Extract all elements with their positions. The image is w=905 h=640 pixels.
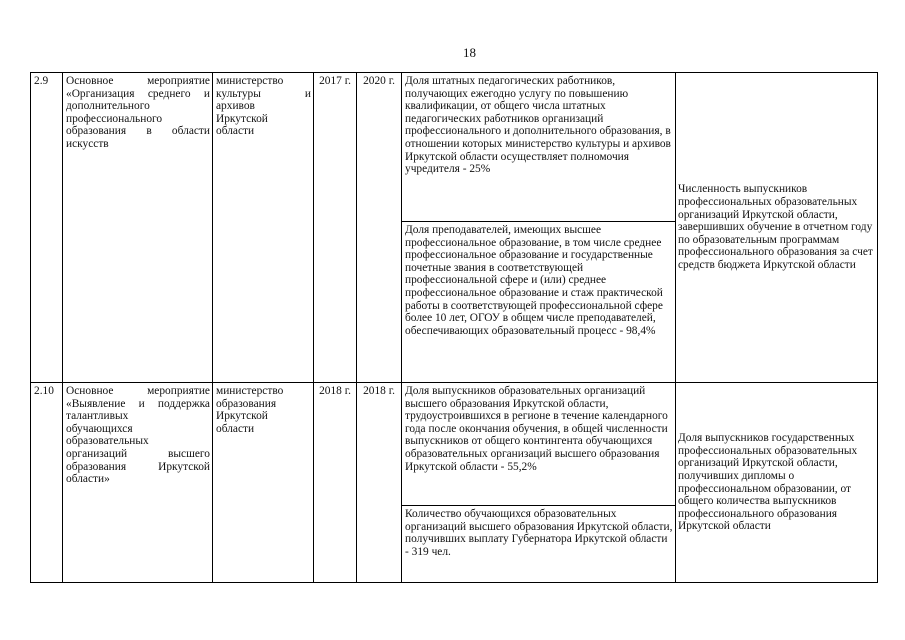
event-line: образования Иркутской [66,460,210,473]
event-line: образовательных [66,435,149,448]
event-line: искусств [66,137,109,150]
executor-cell [213,73,314,383]
indicator-cell [402,73,676,222]
executor-cell [213,383,314,583]
event-line: обучающихся [66,422,133,435]
result-text: Численность выпускников профессиональных образовательных организаций Иркутской области, завершивших обучение в отчетном году по образовательным программам профессионального образования за счет средств бюджета Иркутской области [678,183,873,271]
executor-line: образования [216,397,277,410]
event-line: образования в области [66,125,210,138]
result-cell [676,383,878,583]
year-end-cell [357,73,402,383]
row-number: 2.9 [34,75,49,87]
indicator-cell [402,222,676,383]
event-line: области» [66,473,110,486]
event-line: организаций высшего [66,447,210,460]
indicator-cell [402,383,676,506]
executor-line: Иркутской [216,112,268,125]
year-end: 2018 г. [363,385,395,397]
row-number-cell [31,383,63,583]
year-start-cell [314,383,357,583]
event-line: Основное мероприятие [66,385,210,397]
executor-line: области [216,125,255,138]
event-line: дополнительного [66,100,150,113]
executor-line: министерство [216,75,284,87]
executor-line: культуры и [216,87,311,100]
year-end-cell [357,383,402,583]
table-row [31,383,878,506]
event-line: Основное мероприятие [66,75,210,87]
indicator-text: Доля преподавателей, имеющих высшее профессиональное образование, в том числе среднее профессиональное образование и государственные почетные звания в соответствующей профессиональной сфере и (или) среднее профессиональное образование и стаж практической работы в соответствующей профессиональной сфере более 10 лет, ОГОУ в общем числе преподавателей, обеспечивающих образовательный процесс - 98,4% [405,224,663,337]
event-cell [63,73,213,383]
executor-line: архивов [216,100,255,113]
indicator-cell [402,506,676,583]
indicator-text: Доля штатных педагогических работников, получающих ежегодно услугу по повышению квалификации, от общего числа штатных педагогических работников организаций профессионального и дополнительного образования, в отношении которых министерство культуры и архивов Иркутской области осуществляет полномочия учредителя - 25% [405,75,671,176]
indicator-text: Доля выпускников образовательных организаций высшего образования Иркутской области, трудоустроившихся в регионе в течение календарного года после окончания обучения, в общей численности выпускников от общего контингента обучающихся образовательных организаций высшего образования Иркутской области - 55,2% [405,385,668,473]
year-end: 2020 г. [363,75,395,87]
executor-line: Иркутской [216,410,268,423]
year-start-cell [314,73,357,383]
executor-line: министерство [216,385,284,397]
result-cell [676,73,878,383]
indicator-text: Количество обучающихся образовательных организаций высшего образования Иркутской области, получивших выплату Губернатора Иркутской области - 319 чел. [405,508,673,558]
event-cell [63,383,213,583]
executor-line: области [216,422,255,435]
event-line: «Организация среднего и [66,87,210,100]
event-line: «Выявление и поддержка [66,397,210,410]
row-number-cell [31,73,63,383]
event-line: профессионального [66,112,163,125]
page-number: 18 [463,45,476,60]
result-text: Доля выпускников государственных профессиональных образовательных организаций Иркутской области, получивших дипломы о профессиональном образовании, от общего количества выпускников профессионального образования Иркутской области [678,432,858,533]
table-row [31,73,878,222]
program-table [30,72,878,583]
year-start: 2018 г. [319,385,351,397]
row-number: 2.10 [34,385,54,397]
event-line: талантливых [66,410,129,423]
year-start: 2017 г. [319,75,351,87]
